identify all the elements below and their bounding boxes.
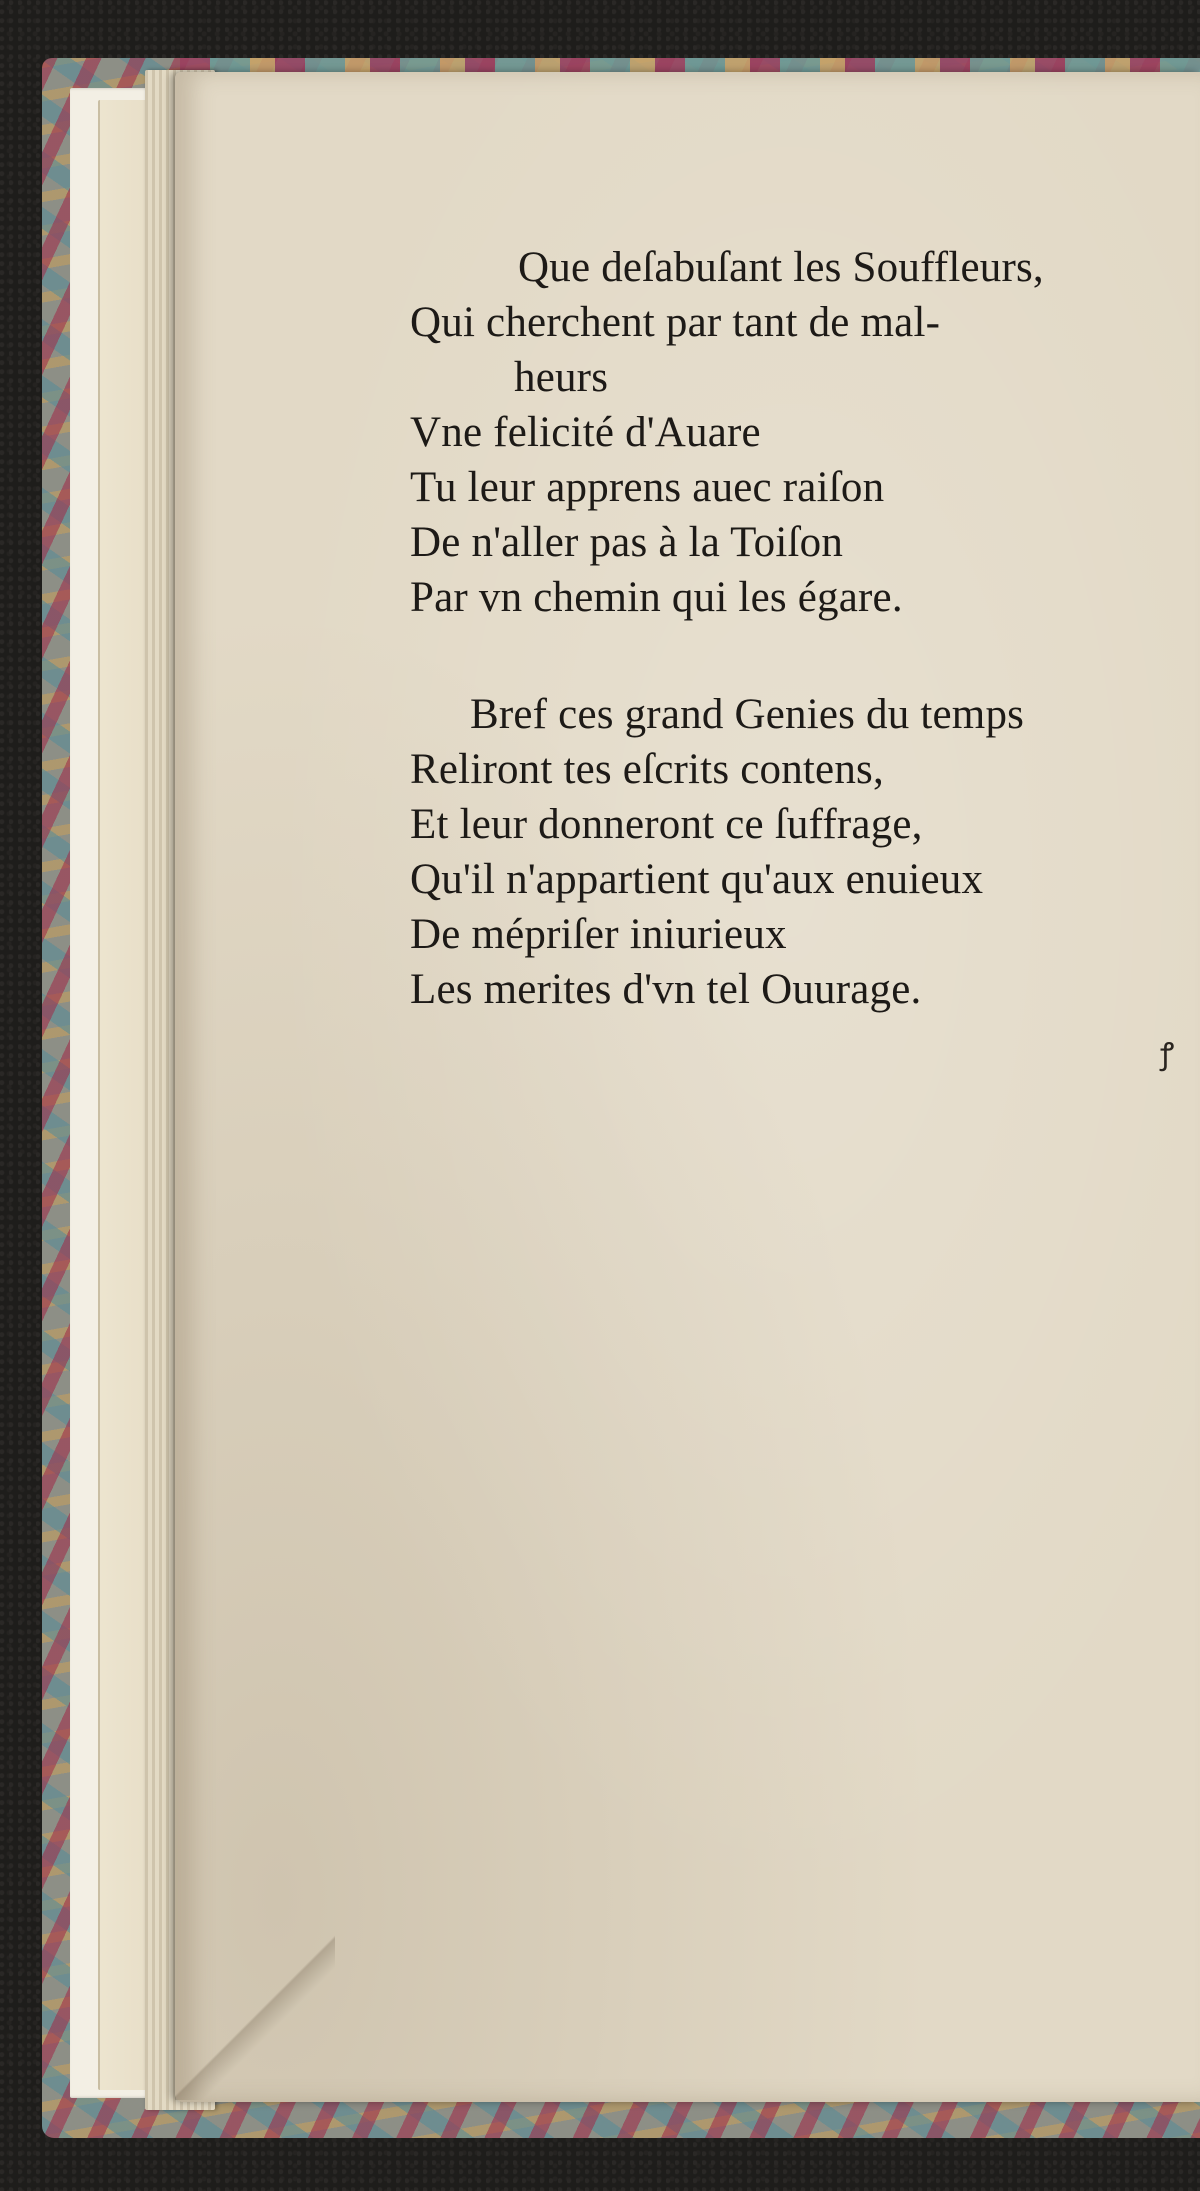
poem-line: Bref ces grand Genies du temps	[470, 691, 1025, 738]
poem-line: heurs	[514, 354, 609, 401]
poem-line: De mépriſer iniurieux	[410, 911, 787, 958]
poem-line: Reliront tes eſcrits contens,	[410, 746, 884, 793]
stanza-1	[410, 240, 1200, 625]
poem-line: Et leur donneront ce ſuffrage,	[410, 801, 923, 848]
catchword-mark: ꝭ	[1160, 1038, 1175, 1071]
poem-line: Que deſabuſant les Souffleurs,	[518, 244, 1044, 291]
poem-line: Par vn chemin qui les égare.	[410, 574, 903, 621]
poem-line: Les merites d'vn tel Ouurage.	[410, 966, 922, 1013]
stanza-2	[410, 687, 1200, 1017]
poem-line: Vne felicité d'Auare	[410, 409, 761, 456]
poem-line: Qu'il n'appartient qu'aux enuieux	[410, 856, 984, 903]
page-corner-crease	[175, 1930, 335, 2100]
poem-text	[410, 240, 1200, 1017]
poem-line: Qui cherchent par tant de mal-	[410, 299, 941, 346]
poem-line: De n'aller pas à la Toiſon	[410, 519, 844, 566]
poem-line: Tu leur apprens auec raiſon	[410, 464, 885, 511]
